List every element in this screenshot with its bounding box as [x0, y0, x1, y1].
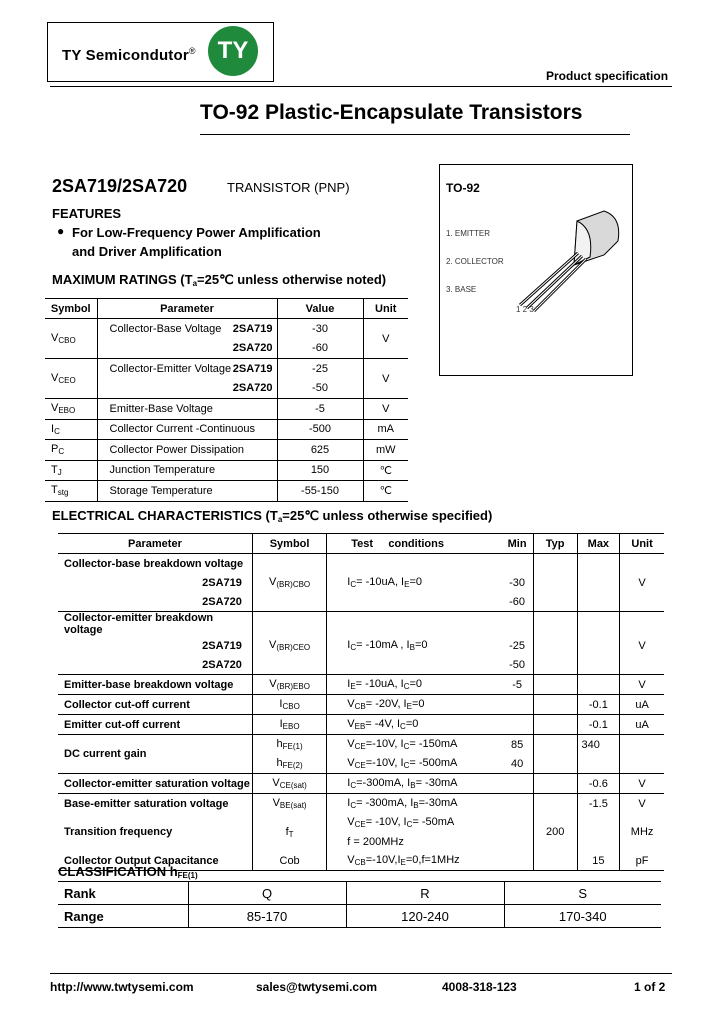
param-cell: Collector-base breakdown voltage [64, 557, 244, 570]
unit-cell: mA [363, 419, 408, 440]
table-row [45, 359, 408, 379]
variant-cell: 2SA720 [202, 658, 242, 671]
col-typ: Typ [533, 534, 577, 554]
rank-label: Rank [58, 882, 188, 905]
classification-heading: CLASSIFICATION $h_{FE(1)}$ [58, 864, 198, 880]
symbol-cell: Cob [252, 851, 326, 871]
symbol-cell: $P_C$ [45, 440, 97, 461]
variant-cell: 2SA719 [202, 576, 242, 589]
logo-box [47, 22, 274, 82]
condition-cell: $V_{CE}=-10V$, $I_C= -500mA$ [327, 754, 502, 774]
condition-cell: $I_C= -10mA$ , $I_B=0$ [327, 636, 502, 655]
product-spec-label: Product specification [546, 69, 669, 83]
table-row [58, 695, 664, 715]
part-type: TRANSISTOR (PNP) [227, 180, 350, 195]
table-row [58, 655, 664, 675]
col-symbol: Symbol [252, 534, 326, 554]
condition-cell: f = 200MHz [327, 832, 502, 851]
variant-cell: 2SA720 [97, 379, 277, 399]
feature-line-2: and Driver Amplification [72, 244, 222, 259]
rank-cell: Q [188, 882, 346, 905]
symbol-cell: $V_{(BR)CBO}$ [252, 573, 326, 592]
param-cell: Collector-emitter breakdown voltage [58, 612, 252, 637]
min-cell: 85 [501, 735, 533, 755]
unit-cell: V [620, 675, 664, 695]
symbol-cell: $h_{FE(2)}$ [252, 754, 326, 774]
symbol-cell: $T_J$ [45, 460, 97, 481]
condition-cell: $V_{CB}= -20V$, $I_E=0$ [327, 695, 502, 715]
value-cell: -60 [277, 339, 363, 359]
max-table-header [45, 299, 408, 319]
condition-cell: $I_C= -300mA$, $I_B=-30mA$ [327, 794, 502, 814]
table-row [58, 794, 664, 814]
symbol-cell: $V_{CBO}$ [51, 332, 76, 345]
param-cell: Collector Output Capacitance [58, 851, 252, 871]
features-heading: FEATURES [52, 206, 122, 221]
range-cell: 85-170 [188, 905, 346, 928]
value-cell: -30 [277, 319, 363, 339]
symbol-cell: $h_{FE(1)}$ [252, 735, 326, 755]
package-box [439, 164, 633, 376]
table-row [45, 379, 408, 399]
typ-cell: 200 [533, 813, 577, 851]
max-cell: 15 [577, 851, 620, 871]
param-cell: Collector-Emitter Voltage 2SA719 [97, 359, 277, 379]
unit-cell: V [620, 794, 664, 814]
range-row [58, 905, 661, 928]
param-cell: Base-emitter saturation voltage [58, 794, 252, 814]
table-row [45, 319, 408, 339]
table-row [45, 339, 408, 359]
param-cell: Emitter cut-off current [58, 715, 252, 735]
unit-cell: V [620, 774, 664, 794]
min-cell: 40 [510, 757, 524, 770]
variant-cell: 2SA719 [202, 639, 242, 652]
unit-cell: MHz [620, 813, 664, 851]
unit-cell: V [363, 359, 408, 399]
max-cell: -0.1 [577, 715, 620, 735]
max-cell: 340 [577, 735, 620, 755]
value-cell: -5 [277, 399, 363, 420]
range-cell: 170-340 [504, 905, 661, 928]
footer-phone: 4008-318-123 [442, 980, 517, 994]
unit-cell: uA [620, 695, 664, 715]
unit-cell: V [363, 319, 408, 359]
brand-name: TY Semicondutor® [62, 46, 196, 64]
pin-3-label: 3. BASE [446, 285, 477, 294]
col-parameter: Parameter [97, 299, 277, 319]
table-row [58, 554, 664, 574]
param-cell: Transition frequency [64, 826, 173, 838]
col-max: Max [577, 534, 620, 554]
table-row [45, 460, 408, 481]
footer-email[interactable]: sales@twtysemi.com [256, 980, 378, 994]
package-title: TO-92 [446, 181, 480, 195]
table-row [45, 419, 408, 440]
table-row [58, 813, 664, 832]
param-cell: Collector Power Dissipation [97, 440, 277, 461]
param-cell: Collector-Base Voltage 2SA719 [97, 319, 277, 339]
range-cell: 120-240 [346, 905, 504, 928]
footer-divider [50, 973, 672, 974]
condition-cell: $I_C= -10uA$, $I_E=0$ [327, 573, 502, 592]
rank-cell: S [504, 882, 661, 905]
param-cell: Junction Temperature [97, 460, 277, 481]
bullet-icon: ● [57, 224, 65, 238]
param-cell: Collector-emitter saturation voltage [58, 774, 252, 794]
param-cell: Collector Current -Continuous [97, 419, 277, 440]
max-cell: -0.1 [577, 695, 620, 715]
table-row [58, 735, 664, 755]
unit-cell: uA [620, 715, 664, 735]
unit-cell: mW [363, 440, 408, 461]
min-cell: -60 [509, 595, 526, 608]
value-cell: 150 [277, 460, 363, 481]
col-value: Value [277, 299, 363, 319]
unit-cell: V [363, 399, 408, 420]
max-cell: -0.6 [577, 774, 620, 794]
min-cell: -25 [509, 639, 526, 652]
symbol-cell: $I_C$ [45, 419, 97, 440]
table-row [45, 399, 408, 420]
param-cell: Emitter-Base Voltage [97, 399, 277, 420]
symbol-cell: $V_{CEO}$ [45, 359, 97, 399]
unit-cell: ℃ [363, 481, 408, 502]
min-cell: -30 [509, 576, 526, 589]
footer-url[interactable]: http://www.twtysemi.com [50, 980, 194, 994]
value-cell: 625 [277, 440, 363, 461]
rank-row [58, 882, 661, 905]
param-cell: Collector cut-off current [58, 695, 252, 715]
symbol-cell: $I_{CBO}$ [252, 695, 326, 715]
condition-cell: $I_E= -10uA$, $I_C=0$ [327, 675, 502, 695]
variant-cell: 2SA720 [202, 595, 242, 608]
condition-cell: $I_C=-300mA$, $I_B= -30mA$ [327, 774, 502, 794]
symbol-cell: $T_{stg}$ [45, 481, 97, 502]
rank-cell: R [346, 882, 504, 905]
col-parameter: Parameter [58, 534, 252, 554]
table-row [45, 481, 408, 502]
page-number: 1 of 2 [634, 980, 666, 994]
unit-cell: V [620, 573, 664, 592]
symbol-cell: $V_{EBO}$ [45, 399, 97, 420]
unit-cell: V [620, 636, 664, 655]
variant-cell: 2SA720 [97, 339, 277, 359]
feature-line-1: For Low-Frequency Power Amplification [72, 225, 321, 240]
param-cell: Emitter-base breakdown voltage [58, 675, 252, 695]
symbol-cell: $I_{EBO}$ [252, 715, 326, 735]
col-unit: Unit [363, 299, 408, 319]
value-cell: -500 [277, 419, 363, 440]
table-row [58, 774, 664, 794]
value-cell: -50 [277, 379, 363, 399]
col-min: Min [501, 534, 533, 554]
col-symbol: Symbol [45, 299, 97, 319]
ty-logo: TY [208, 26, 258, 76]
max-ratings-heading: MAXIMUM RATINGS ($T_a=25℃$ unless otherwise noted) [52, 272, 387, 288]
header-divider [50, 86, 672, 87]
unit-cell: pF [620, 851, 664, 871]
param-cell: Storage Temperature [97, 481, 277, 502]
table-row [58, 715, 664, 735]
min-cell: -50 [509, 658, 526, 671]
table-row [58, 636, 664, 655]
classification-table [58, 881, 661, 928]
symbol-cell: $V_{(BR)CEO}$ [252, 636, 326, 655]
col-unit: Unit [620, 534, 664, 554]
range-label: Range [58, 905, 188, 928]
part-number: 2SA719/2SA720 [52, 176, 188, 196]
symbol-cell: $V_{BE(sat)}$ [252, 794, 326, 814]
title-underline [200, 134, 630, 135]
col-test-conditions: Test conditions [327, 534, 502, 554]
electrical-table [58, 533, 664, 871]
table-row [58, 592, 664, 612]
max-cell: -1.5 [577, 794, 620, 814]
max-ratings-table [45, 298, 408, 502]
table-row [58, 675, 664, 695]
pin-numbers: 1 2 3 [516, 305, 534, 314]
unit-cell: ℃ [363, 460, 408, 481]
symbol-cell: $V_{(BR)EBO}$ [252, 675, 326, 695]
condition-cell: $V_{EB}= -4V$, $I_C=0$ [327, 715, 502, 735]
table-row [58, 612, 664, 637]
table-row [58, 573, 664, 592]
table-row [45, 440, 408, 461]
electrical-heading: ELECTRICAL CHARACTERISTICS ($T_a=25℃$ unless otherwise specified) [52, 508, 493, 524]
param-cell: DC current gain [58, 735, 252, 774]
condition-cell: $V_{CE}=-10V$, $I_C= -150mA$ [327, 735, 502, 755]
value-cell: -25 [277, 359, 363, 379]
min-cell: -5 [501, 675, 533, 695]
condition-cell: $V_{CE}= -10V$, $I_C= -50mA$ [327, 813, 502, 832]
elec-table-header [58, 534, 664, 554]
condition-cell: $V_{CB}=-10V,I_E=0,f=1MHz$ [327, 851, 502, 871]
value-cell: -55-150 [277, 481, 363, 502]
pin-1-label: 1. EMITTER [446, 229, 491, 238]
symbol-cell: $f_T$ [252, 813, 326, 851]
symbol-cell: $V_{CE(sat)}$ [252, 774, 326, 794]
pin-2-label: 2. COLLECTOR [446, 257, 504, 266]
page-title: TO-92 Plastic-Encapsulate Transistors [200, 101, 583, 124]
